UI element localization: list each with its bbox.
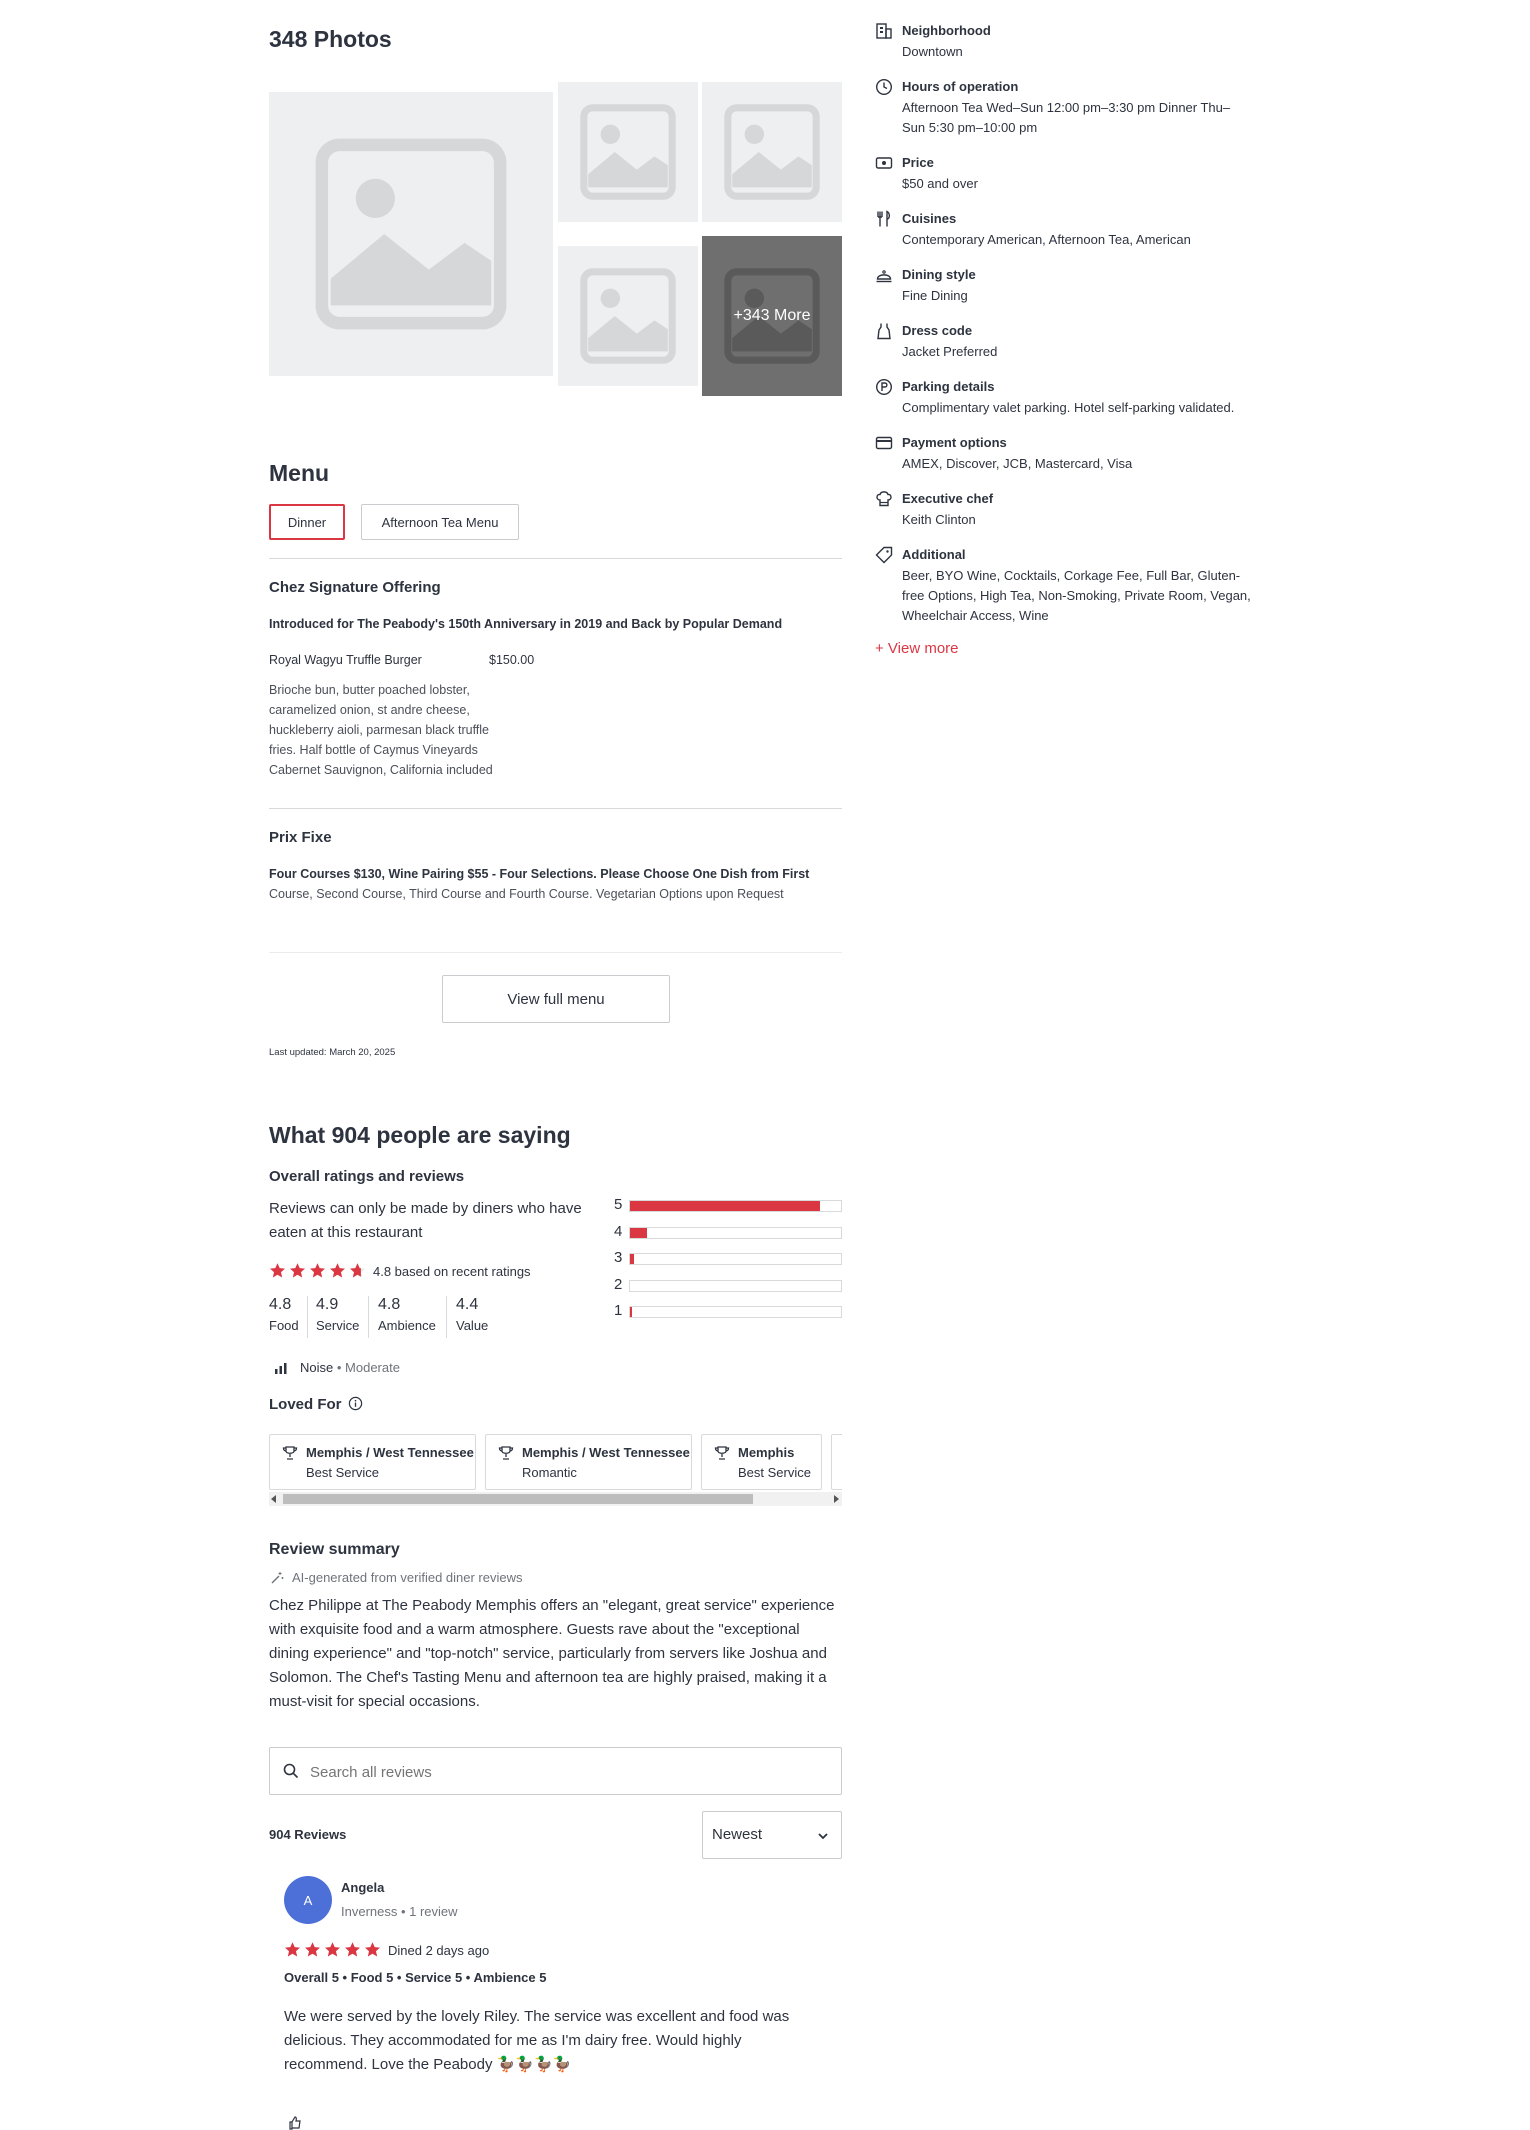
detail-value: Jacket Preferred <box>902 344 998 359</box>
reviews-heading: What 904 people are saying <box>269 1122 571 1148</box>
detail-value: Fine Dining <box>902 288 968 303</box>
rating-bar-fill <box>630 1201 820 1211</box>
overall-ratings-title: Overall ratings and reviews <box>269 1168 465 1185</box>
trophy-icon <box>714 1445 730 1461</box>
score-service <box>316 1296 359 1333</box>
detail-value: Afternoon Tea Wed–Sun 12:00 pm–3:30 pm Dinner Thu–Sun 5:30 pm–10:00 pm <box>902 100 1231 135</box>
star-icon <box>269 1262 286 1279</box>
menu-section-description: Four Courses $130, Wine Pairing $55 - Four Selections. Please Choose One Dish from First <box>269 867 810 881</box>
money-icon <box>875 154 893 172</box>
review-text: We were served by the lovely Riley. The service was excellent and food was delicious. They accommodated for me as I'm dairy free. Would highly recommend. Love the Peabody 🦆🦆🦆🦆 <box>284 2008 790 2073</box>
credit-card-icon <box>875 434 893 452</box>
dress-icon <box>875 322 893 340</box>
divider <box>269 952 842 953</box>
last-updated: Last updated: March 20, 2025 <box>269 1047 396 1058</box>
rating-bar-label: 3 <box>614 1249 623 1266</box>
detail-label: Payment options <box>902 435 1007 450</box>
image-placeholder-icon <box>304 127 518 341</box>
score-label: Food <box>269 1318 299 1333</box>
rating-bar <box>629 1253 842 1265</box>
photo-thumb-2[interactable] <box>702 82 842 222</box>
utensils-icon <box>875 210 893 228</box>
magic-wand-icon <box>270 1571 284 1585</box>
rating-bar <box>629 1280 842 1292</box>
loved-for-award: Romantic <box>522 1465 577 1480</box>
detail-value: AMEX, Discover, JCB, Mastercard, Visa <box>902 456 1133 471</box>
reviewer-meta: Inverness • 1 review <box>341 1904 458 1919</box>
photo-thumb-3[interactable] <box>558 246 698 386</box>
detail-price <box>875 154 1275 194</box>
loved-for-award: Best Service <box>306 1465 379 1480</box>
chef-hat-icon <box>875 490 893 508</box>
rating-bar-fill <box>630 1307 632 1317</box>
scrollbar-thumb[interactable] <box>283 1494 753 1504</box>
detail-dress-code <box>875 322 1275 362</box>
detail-value: Keith Clinton <box>902 512 976 527</box>
noise-level-icon <box>274 1361 288 1375</box>
divider <box>446 1296 447 1338</box>
search-reviews-box[interactable] <box>269 1747 842 1795</box>
chevron-down-icon <box>817 1830 829 1842</box>
detail-dining-style <box>875 266 1275 306</box>
divider <box>368 1296 369 1338</box>
loved-for-region: Memphis / West Tennessee <box>522 1445 690 1460</box>
score-value: 4.9 <box>316 1296 339 1313</box>
rating-bar <box>629 1227 842 1239</box>
divider <box>269 558 842 559</box>
cloche-icon <box>875 266 893 284</box>
image-placeholder-icon <box>719 99 825 205</box>
sort-select[interactable] <box>702 1811 842 1859</box>
loved-for-card[interactable] <box>269 1434 476 1490</box>
loved-for-carousel <box>269 1430 842 1500</box>
detail-label: Parking details <box>902 379 995 394</box>
detail-value: Contemporary American, Afternoon Tea, American <box>902 232 1191 247</box>
menu-section-title: Chez Signature Offering <box>269 579 441 596</box>
rating-summary-text: 4.8 based on recent ratings <box>373 1264 531 1279</box>
view-full-menu-button[interactable]: View full menu <box>442 975 670 1023</box>
menu-item-price: $150.00 <box>489 653 535 667</box>
detail-value: Complimentary valet parking. Hotel self-parking validated. <box>902 400 1235 415</box>
photos-title: 348 Photos <box>269 26 392 52</box>
loved-for-region: Memphis <box>738 1445 795 1460</box>
clock-icon <box>875 78 893 96</box>
tag-icon <box>875 546 893 564</box>
trophy-icon <box>282 1445 298 1461</box>
detail-payment <box>875 434 1275 474</box>
divider <box>307 1296 308 1338</box>
tab-afternoon-tea-menu[interactable]: Afternoon Tea Menu <box>361 504 519 540</box>
detail-value: $50 and over <box>902 176 978 191</box>
detail-neighborhood <box>875 22 1275 62</box>
star-icon <box>324 1941 341 1958</box>
carousel-scrollbar[interactable] <box>269 1492 842 1506</box>
score-label: Value <box>456 1318 489 1333</box>
building-icon <box>875 22 893 40</box>
menu-section-title: Prix Fixe <box>269 829 332 846</box>
loved-for-card[interactable] <box>485 1434 692 1490</box>
tab-dinner[interactable]: Dinner <box>269 504 345 540</box>
avatar: A <box>284 1876 332 1924</box>
score-food <box>269 1296 299 1333</box>
noise-value: • Moderate <box>336 1360 400 1375</box>
detail-parking <box>875 378 1275 418</box>
score-label: Service <box>316 1318 360 1333</box>
score-label: Ambience <box>378 1318 436 1333</box>
star-icon <box>304 1941 321 1958</box>
image-placeholder-icon <box>575 263 681 369</box>
more-photos-label: +343 More <box>733 307 811 324</box>
rating-bar-fill <box>630 1228 647 1238</box>
loved-for-card[interactable] <box>701 1434 822 1490</box>
parking-icon <box>875 378 893 396</box>
star-half-icon <box>349 1262 366 1279</box>
thumbs-up-icon[interactable] <box>288 2116 302 2130</box>
score-value: 4.8 <box>269 1296 292 1313</box>
detail-value: Downtown <box>902 44 963 59</box>
search-icon <box>283 1763 299 1779</box>
score-value: 4.4 <box>456 1296 479 1313</box>
rating-bar-label: 5 <box>614 1196 623 1213</box>
search-input[interactable] <box>308 1758 832 1786</box>
ai-generated-note: AI-generated from verified diner reviews <box>292 1570 523 1585</box>
detail-label: Executive chef <box>902 491 994 506</box>
sort-value: Newest <box>712 1826 763 1843</box>
menu-section-description-more: Course, Second Course, Third Course and Fourth Course. Vegetarian Options upon Request <box>269 887 784 901</box>
menu-title: Menu <box>269 460 330 486</box>
star-icon <box>289 1262 306 1279</box>
image-placeholder-icon <box>575 99 681 205</box>
loved-for-label: Loved For <box>269 1396 342 1413</box>
reviewer-name[interactable]: Angela <box>341 1880 385 1895</box>
menu-item-description: Brioche bun, butter poached lobster, caramelized onion, st andre cheese, huckleberry aioli, parmesan black truffle fries. Half bottle of Caymus Vineyards Cabernet Sauvignon, California included <box>269 683 493 777</box>
review-summary-title: Review summary <box>269 1541 400 1558</box>
loved-for-title <box>269 1396 363 1413</box>
detail-label: Cuisines <box>902 211 957 226</box>
detail-label: Price <box>902 155 934 170</box>
rating-bar-label: 4 <box>614 1222 623 1240</box>
review-stars <box>284 1941 384 1959</box>
loved-for-award: Best Service <box>738 1465 811 1480</box>
scrollbar-left-arrow[interactable] <box>271 1495 276 1503</box>
star-icon <box>329 1262 346 1279</box>
review-eligibility-text: Reviews can only be made by diners who have eaten at this restaurant <box>269 1200 582 1241</box>
divider <box>269 808 842 809</box>
score-value: 4.8 <box>378 1296 401 1313</box>
star-icon <box>344 1941 361 1958</box>
loved-for-region: Memphis / West Tennessee <box>306 1445 474 1460</box>
score-value <box>456 1296 488 1333</box>
detail-cuisines <box>875 210 1275 250</box>
detail-label: Neighborhood <box>902 23 991 38</box>
trophy-icon <box>498 1445 514 1461</box>
review-count: 904 Reviews <box>269 1827 347 1842</box>
dined-date: Dined 2 days ago <box>388 1943 490 1958</box>
menu-item-name: Royal Wagyu Truffle Burger <box>269 653 422 667</box>
score-ambience <box>378 1296 436 1333</box>
scrollbar-right-arrow[interactable] <box>834 1495 839 1503</box>
photo-more[interactable] <box>702 236 842 396</box>
photo-thumb-1[interactable] <box>558 82 698 222</box>
review-rating-breakdown: Overall 5 • Food 5 • Service 5 • Ambience 5 <box>284 1970 547 1985</box>
info-icon[interactable] <box>348 1396 363 1411</box>
loved-for-card-partial[interactable] <box>831 1434 842 1490</box>
detail-label: Dining style <box>902 267 976 282</box>
rating-bar-label: 1 <box>614 1302 623 1319</box>
rating-bar-fill <box>630 1254 634 1264</box>
detail-value: Beer, BYO Wine, Cocktails, Corkage Fee, Full Bar, Gluten-free Options, High Tea, Non-Smoking, Private Room, Vegan, Wheelchair Access, Wine <box>902 568 1251 623</box>
detail-label: Additional <box>902 547 966 562</box>
star-icon <box>284 1941 301 1958</box>
detail-hours <box>875 78 1275 138</box>
view-more-link[interactable]: + View more <box>875 640 959 657</box>
menu-section-description: Introduced for The Peabody's 150th Anniversary in 2019 and Back by Popular Demand <box>269 617 783 631</box>
noise-title: Noise <box>300 1360 334 1375</box>
detail-label: Hours of operation <box>902 79 1019 94</box>
review-summary-text: Chez Philippe at The Peabody Memphis offers an "elegant, great service" experience with exquisite food and a warm atmosphere. Guests rave about the "exceptional dining experience" and "top-notch" service, particularly from servers like Joshua and Solomon. The Chef's Tasting Menu and afternoon tea are highly praised, making it a must-visit for special occasions. <box>269 1597 835 1710</box>
detail-label: Dress code <box>902 323 973 338</box>
overall-rating-stars <box>269 1262 369 1280</box>
star-icon <box>364 1941 381 1958</box>
noise-label <box>300 1360 400 1375</box>
rating-bar-label: 2 <box>614 1275 623 1293</box>
rating-bar <box>629 1306 842 1318</box>
star-icon <box>309 1262 326 1279</box>
detail-executive-chef <box>875 490 1275 530</box>
rating-bar <box>629 1200 842 1212</box>
detail-additional <box>875 546 1275 626</box>
photo-main[interactable] <box>269 92 553 376</box>
